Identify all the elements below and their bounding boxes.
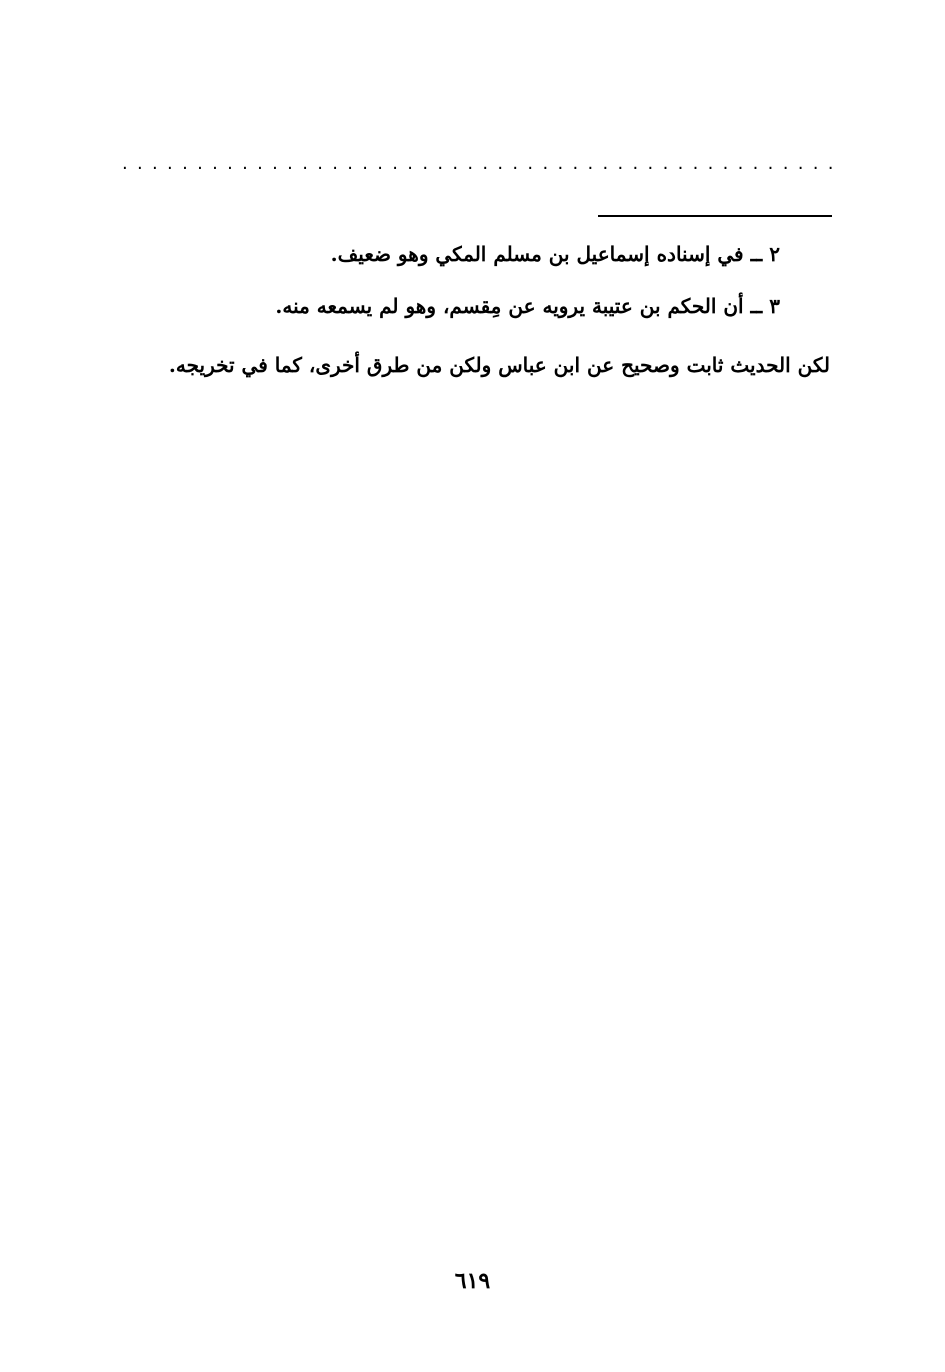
separator-dot: . bbox=[182, 153, 188, 174]
separator-dot: . bbox=[422, 153, 429, 174]
separator-dot: . bbox=[347, 153, 353, 174]
footnote-paragraph: لكن الحديث ثابت وصحيح عن ابن عباس ولكن من طرق أخرى، كما في تخريجه. bbox=[168, 353, 830, 377]
separator-dot: . bbox=[662, 153, 669, 174]
footnote-rule bbox=[598, 215, 832, 217]
dotted-separator bbox=[122, 154, 832, 174]
footnote-item-2: ٢ ــ في إسناده إسماعيل بن مسلم المكي وهو ضعيف. bbox=[330, 242, 780, 266]
separator-dot: . bbox=[737, 153, 744, 174]
separator-dot: . bbox=[452, 153, 459, 174]
separator-dot: . bbox=[602, 153, 609, 174]
separator-dot: . bbox=[692, 153, 699, 174]
separator-dot: . bbox=[272, 153, 278, 174]
separator-dot: . bbox=[527, 153, 534, 174]
separator-dot: . bbox=[707, 153, 714, 174]
separator-dot: . bbox=[827, 153, 834, 174]
separator-dot: . bbox=[767, 153, 774, 174]
page-number: ٦١٩ bbox=[454, 1268, 491, 1294]
separator-dot: . bbox=[377, 153, 383, 174]
separator-dot: . bbox=[632, 153, 639, 174]
separator-dot: . bbox=[227, 153, 233, 174]
separator-dot: . bbox=[467, 153, 474, 174]
separator-dot: . bbox=[317, 153, 323, 174]
separator-dot: . bbox=[197, 153, 203, 174]
separator-dot: . bbox=[497, 153, 504, 174]
separator-dot: . bbox=[257, 153, 263, 174]
separator-dot: . bbox=[287, 153, 293, 174]
separator-dot: . bbox=[212, 153, 218, 174]
separator-dot: . bbox=[392, 153, 399, 174]
separator-dot: . bbox=[482, 153, 489, 174]
separator-dot: . bbox=[362, 153, 368, 174]
separator-dot: . bbox=[572, 153, 579, 174]
separator-dot: . bbox=[812, 153, 819, 174]
separator-dot: . bbox=[152, 153, 158, 174]
separator-dot: . bbox=[752, 153, 759, 174]
separator-dot: . bbox=[722, 153, 729, 174]
separator-dot: . bbox=[542, 153, 549, 174]
separator-dot: . bbox=[782, 153, 789, 174]
separator-dot: . bbox=[302, 153, 308, 174]
separator-dot: . bbox=[797, 153, 804, 174]
separator-dot: . bbox=[242, 153, 248, 174]
separator-dot: . bbox=[617, 153, 624, 174]
separator-dot: . bbox=[167, 153, 173, 174]
separator-dot: . bbox=[407, 153, 414, 174]
separator-dot: . bbox=[332, 153, 338, 174]
separator-dot: . bbox=[557, 153, 564, 174]
separator-dot: . bbox=[647, 153, 654, 174]
separator-dot: . bbox=[437, 153, 444, 174]
separator-dot: . bbox=[137, 153, 143, 174]
separator-dot: . bbox=[122, 153, 128, 174]
footnote-item-3: ٣ ــ أن الحكم بن عتيبة يرويه عن مِقسم، وهو لم يسمعه منه. bbox=[275, 294, 780, 318]
separator-dot: . bbox=[512, 153, 519, 174]
separator-dot: . bbox=[677, 153, 684, 174]
separator-dot: . bbox=[587, 153, 594, 174]
